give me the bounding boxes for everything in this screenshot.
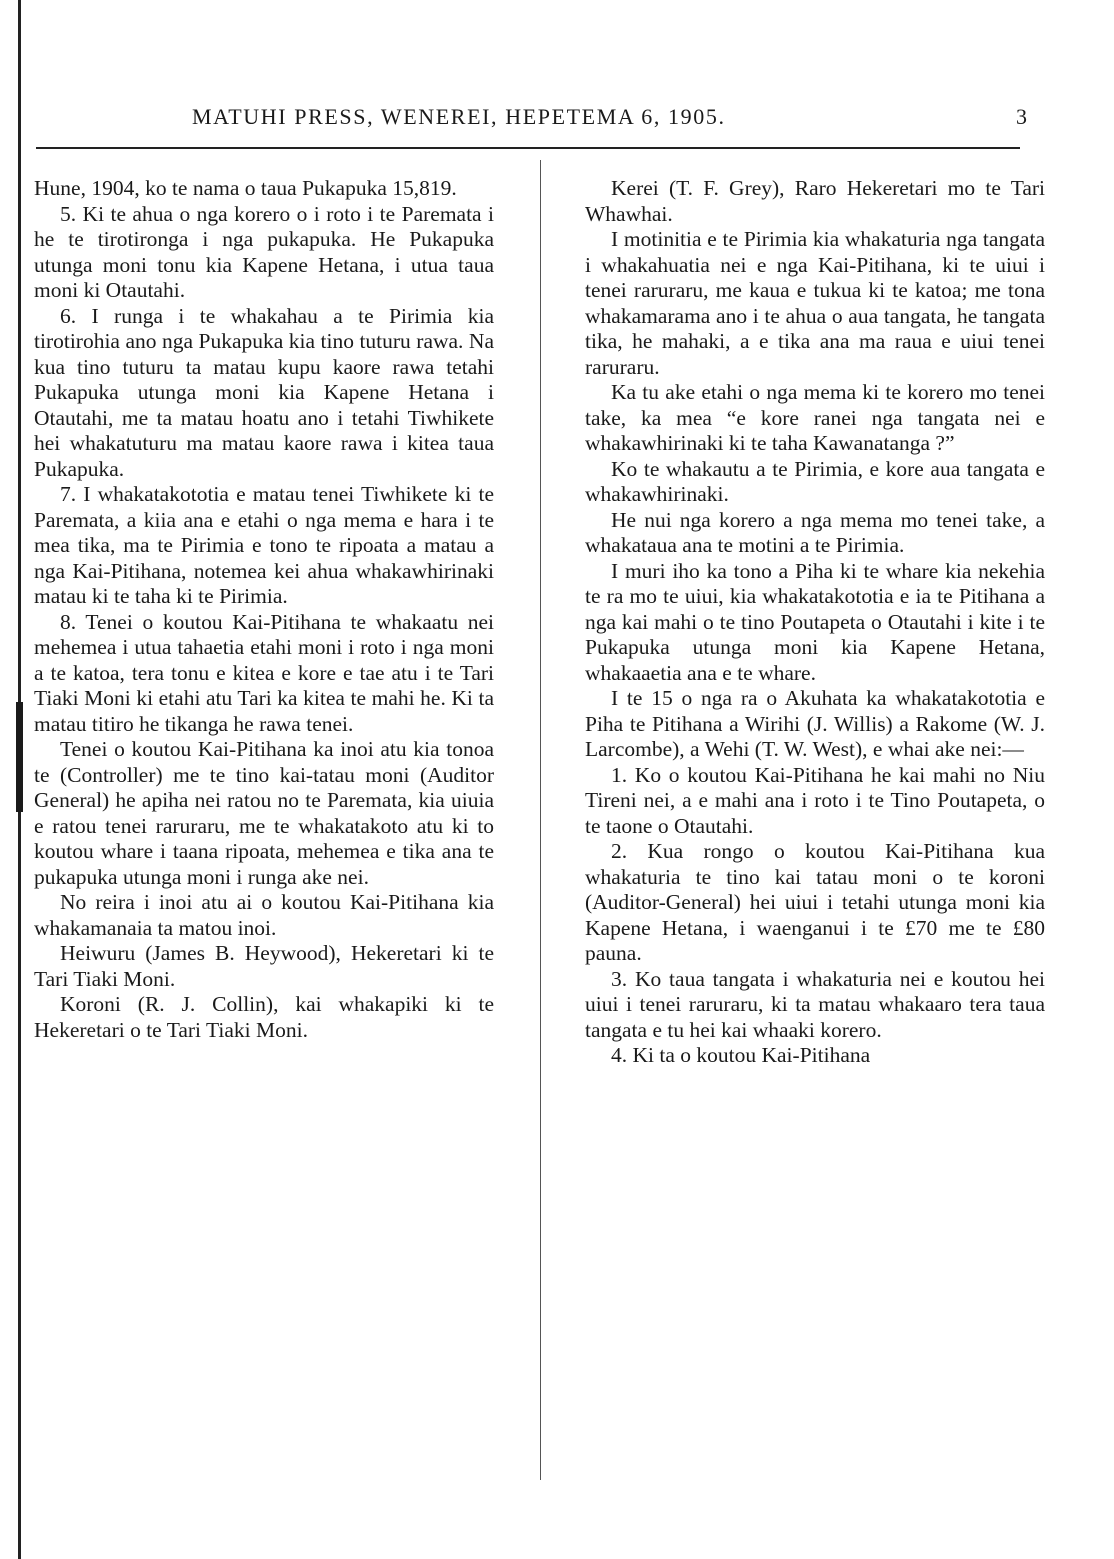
paragraph: He nui nga korero a nga mema mo tenei take, a whakataua ana te motini a te Pirimia. bbox=[585, 507, 1045, 557]
right-column bbox=[585, 176, 1045, 1069]
paragraph: No reira i inoi atu ai o koutou Kai-Pitihana kia whakamanaia ta matou inoi. bbox=[34, 890, 494, 940]
page-edge-mark bbox=[16, 702, 23, 812]
paragraph: Koroni (R. J. Collin), kai whakapiki ki te Hekeretari o te Tari Tiaki Moni. bbox=[34, 992, 494, 1042]
paragraph: Ka tu ake etahi o nga mema ki te korero mo tenei take, ka mea “e kore ranei nga tangata nei e whakawhirinaki ki te taha Kawanatanga ?” bbox=[585, 380, 1045, 455]
paragraph: I te 15 o nga ra o Akuhata ka whakatakototia e Piha te Pitihana a Wirihi (J. Willis) a Rakome (W. J. Larcombe), a Wehi (T. W. West), e whai ake nei:— bbox=[585, 686, 1045, 761]
paragraph: Hune, 1904, ko te nama o taua Pukapuka 15,819. bbox=[34, 176, 457, 200]
paragraph: 4. Ki ta o koutou Kai-Pitihana bbox=[611, 1043, 871, 1067]
page-header-title: MATUHI PRESS, WENEREI, HEPETEMA 6, 1905. bbox=[192, 104, 726, 129]
paragraph: 6. I runga i te whakahau a te Pirimia kia tirotirohia ano nga Pukapuka kia tino tuturu rawa. Na kua tino tuturu ta matau kupu kaore rawa tetahi Pukapuka utunga moni kia Kapene Hetana i Otautahi, me ta matau hoatu ano i tetahi Tiwhikete hei whakatuturu ma matau kaore rawa i kitea taua Pukapuka. bbox=[34, 303, 494, 481]
paragraph: 8. Tenei o koutou Kai-Pitihana te whakaatu nei mehemea i utua tahaetia etahi moni i roto i nga moni a te katoa, tera tonu e kitea e kore e tae atu i te Tari Tiaki Moni ki etahi atu Tari ka kitea te mahi he. Ki ta matau titiro he tikanga he rawa tenei. bbox=[34, 609, 494, 736]
header-rule bbox=[36, 147, 1020, 149]
paragraph: Ko te whakautu a te Pirimia, e kore aua tangata e whakawhirinaki. bbox=[585, 456, 1045, 506]
paragraph: Kerei (T. F. Grey), Raro Hekeretari mo te Tari Whawhai. bbox=[585, 176, 1045, 226]
paragraph: 5. Ki te ahua o nga korero o i roto i te Paremata i he te tirotironga i nga pukapuka. He Pukapuka utunga moni tonu kia Kapene Hetana, i utua taua moni ki Otautahi. bbox=[34, 201, 494, 302]
paragraph: 3. Ko taua tangata i whakaturia nei e koutou hei uiui i tenei raruraru, ki ta matau whakaaro tera taua tangata e tu hei kai whaaki korero. bbox=[585, 966, 1045, 1042]
paragraph: Heiwuru (James B. Heywood), Hekeretari ki te Tari Tiaki Moni. bbox=[34, 941, 494, 991]
column-divider bbox=[540, 160, 541, 1480]
paragraph: I muri iho ka tono a Piha ki te whare kia nekehia te ra mo te uiui, kia whakatakototia e ia te Pitihana a nga kai mahi o te tino Poutapeta o Otautahi i kite i te Pukapuka utunga moni kia Kapene Hetana, whakaaetia ana e te whare. bbox=[585, 558, 1045, 685]
paragraph: 2. Kua rongo o koutou Kai-Pitihana kua whakaturia te tino kai tatau moni o te koroni (Auditor-General) hei uiui i tetahi utunga moni kia Kapene Hetana, i waenganui i te £70 me te £80 pauna. bbox=[585, 839, 1045, 965]
paragraph: I motinitia e te Pirimia kia whakaturia nga tangata i whakahuatia nei e nga Kai-Pitihana, ki te uiui i tenei raruraru, me kaua e tukua ki te katoa; me tona whakamarama ano i te ahua o aua tangata, he tangata tika, he mahaki, a e tika ana ma raua e uiui tenei raruraru. bbox=[585, 227, 1045, 379]
paragraph: 7. I whakatakototia e matau tenei Tiwhikete ki te Paremata, a kiia ana e etahi o nga mema e hara i te mea tika, ma te Pirimia e tono te ripoata a matau a nga Kai-Pitihana, notemea kei ahua whakawhirinaki matau ki te taha ki te Pirimia. bbox=[34, 482, 494, 608]
page-number: 3 bbox=[1016, 104, 1027, 129]
left-column bbox=[34, 176, 494, 1043]
paragraph: 1. Ko o koutou Kai-Pitihana he kai mahi no Niu Tireni nei, a e mahi ana i roto i te Tino Poutapeta, o te taone o Otautahi. bbox=[585, 762, 1045, 838]
paragraph: Tenei o koutou Kai-Pitihana ka inoi atu kia tonoa te (Controller) me te tino kai-tatau moni (Auditor General) he apiha nei ratou no te Paremata, kia uiuia e ratou tenei raruraru, me te whakatakoto atu ki to koutou whare i taana ripoata, mehemea e tika ana te pukapuka utunga moni i runga ake nei. bbox=[34, 737, 494, 889]
